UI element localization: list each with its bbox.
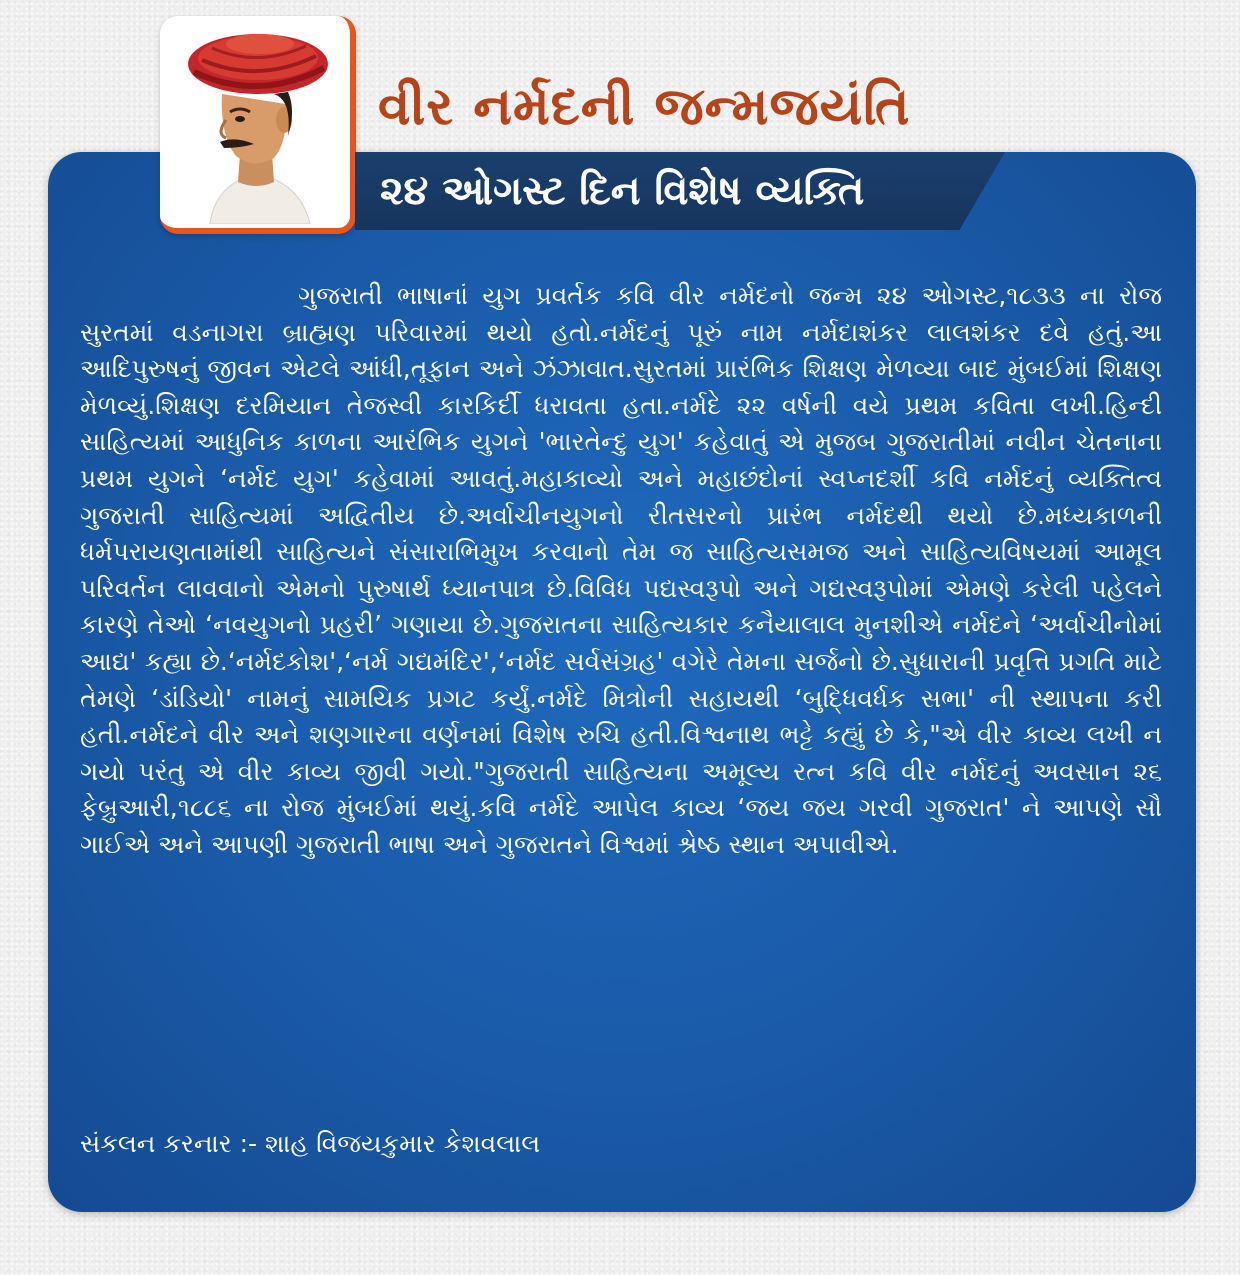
page-title: વીર નર્મદની જન્મજયંતિ: [378, 77, 911, 137]
date-banner-text: ૨૪ ઓગસ્ટ દિન વિશેષ વ્યક્તિ: [380, 168, 865, 214]
article-body: ગુજરાતી ભાષાનાં યુગ પ્રવર્તક કવિ વીર નર્મદનો જન્મ ૨૪ ઓગસ્ટ,૧૮૩૩ ના રોજ સુરતમાં વડનાગરા બ્રાહ્મણ પરિવારમાં થયો હતો.નર્મદનું પૂરું નામ નર્મદાશંકર લાલશંકર દવે હતું.આ આદિપુરુષનું જીવન એટલે આંધી,તૂફાન અને ઝંઝાવાત.સુરતમાં પ્રારંભિક શિક્ષણ મેળવ્યા બાદ મુંબઈમાં શિક્ષણ મેળવ્યું.શિક્ષણ દરમિયાન તેજસ્વી કારકિર્દી ધરાવતા હતા.નર્મદે ૨૨ વર્ષની વયે પ્રથમ કવિતા લખી.હિન્દી સાહિત્યમાં આધુનિક કાળના આરંભિક યુગને 'ભારતેન્દુ યુગ' કહેવાતું એ મુજબ ગુજરાતીમાં નવીન ચેતનાના પ્રથમ યુગને ‘નર્મદ યુગ' કહેવામાં આવતું.મહાકાવ્યો અને મહાછંદોનાં સ્વપ્નદર્શી કવિ નર્મદનું વ્યક્તિત્વ ગુજરાતી સાહિત્યમાં અદ્વિતીય છે.અર્વાચીનયુગનો રીતસરનો પ્રારંભ નર્મદથી થયો છે.મધ્યકાળની ધર્મપરાયણતામાંથી સાહિત્યને સંસારાભિમુખ કરવાનો તેમ જ સાહિત્યસમજ અને સાહિત્યવિષયમાં આમૂલ પરિવર્તન લાવવાનો એમનો પુરુષાર્થ ધ્યાનપાત્ર છે.વિવિધ પદ્યસ્વરૂપો અને ગદ્યસ્વરૂપોમાં એમણે કરેલી પહેલને કારણે તેઓ ‘નવયુગનો પ્રહરી’ ગણાયા છે.ગુજરાતના સાહિત્યકાર કનૈયાલાલ મુનશીએ નર્મદને ‘અર્વાચીનોમાં આદ્ય' કહ્યા છે.‘નર્મદકોશ',‘નર્મ ગદ્યમંદિર',‘નર્મદ સર્વસંગ્રહ' વગેરે તેમના સર્જનો છે.સુધારાની પ્રવૃત્તિ પ્રગતિ માટે તેમણે ‘ડાંડિયો' નામનું સામયિક પ્રગટ કર્યું.નર્મદે મિત્રોની સહાયથી ‘બુદ્ધિવર્ધક સભા' ની સ્થાપના કરી હતી.નર્મદને વીર અને શણગારના વર્ણનમાં વિશેષ રુચિ હતી.વિશ્વનાથ ભટ્ટે કહ્યું છે કે,"એ વીર કાવ્ય લખી ન ગયો પરંતુ એ વીર કાવ્ય જીવી ગયો."ગુજરાતી સાહિત્યના અમૂલ્ય રત્ન કવિ વીર નર્મદનું અવસાન ૨૬ ફેબ્રુઆરી,૧૮૮૬ ના રોજ મુંબઈમાં થયું.કવિ નર્મદે આપેલ કાવ્ય ‘જય જય ગરવી ગુજરાત' ને આપણે સૌ ગાઈએ અને આપણી ગુજરાતી ભાષા અને ગુજરાતને વિશ્વમાં શ્રેષ્ઠ સ્થાન અપાવીએ.: [80, 281, 1162, 859]
portrait-turban-man-icon: [170, 24, 342, 224]
portrait-frame: [160, 16, 356, 234]
author-credit: સંકલન કરનાર :- શાહ વિજયકુમાર કેશવલાલ: [80, 1129, 541, 1158]
